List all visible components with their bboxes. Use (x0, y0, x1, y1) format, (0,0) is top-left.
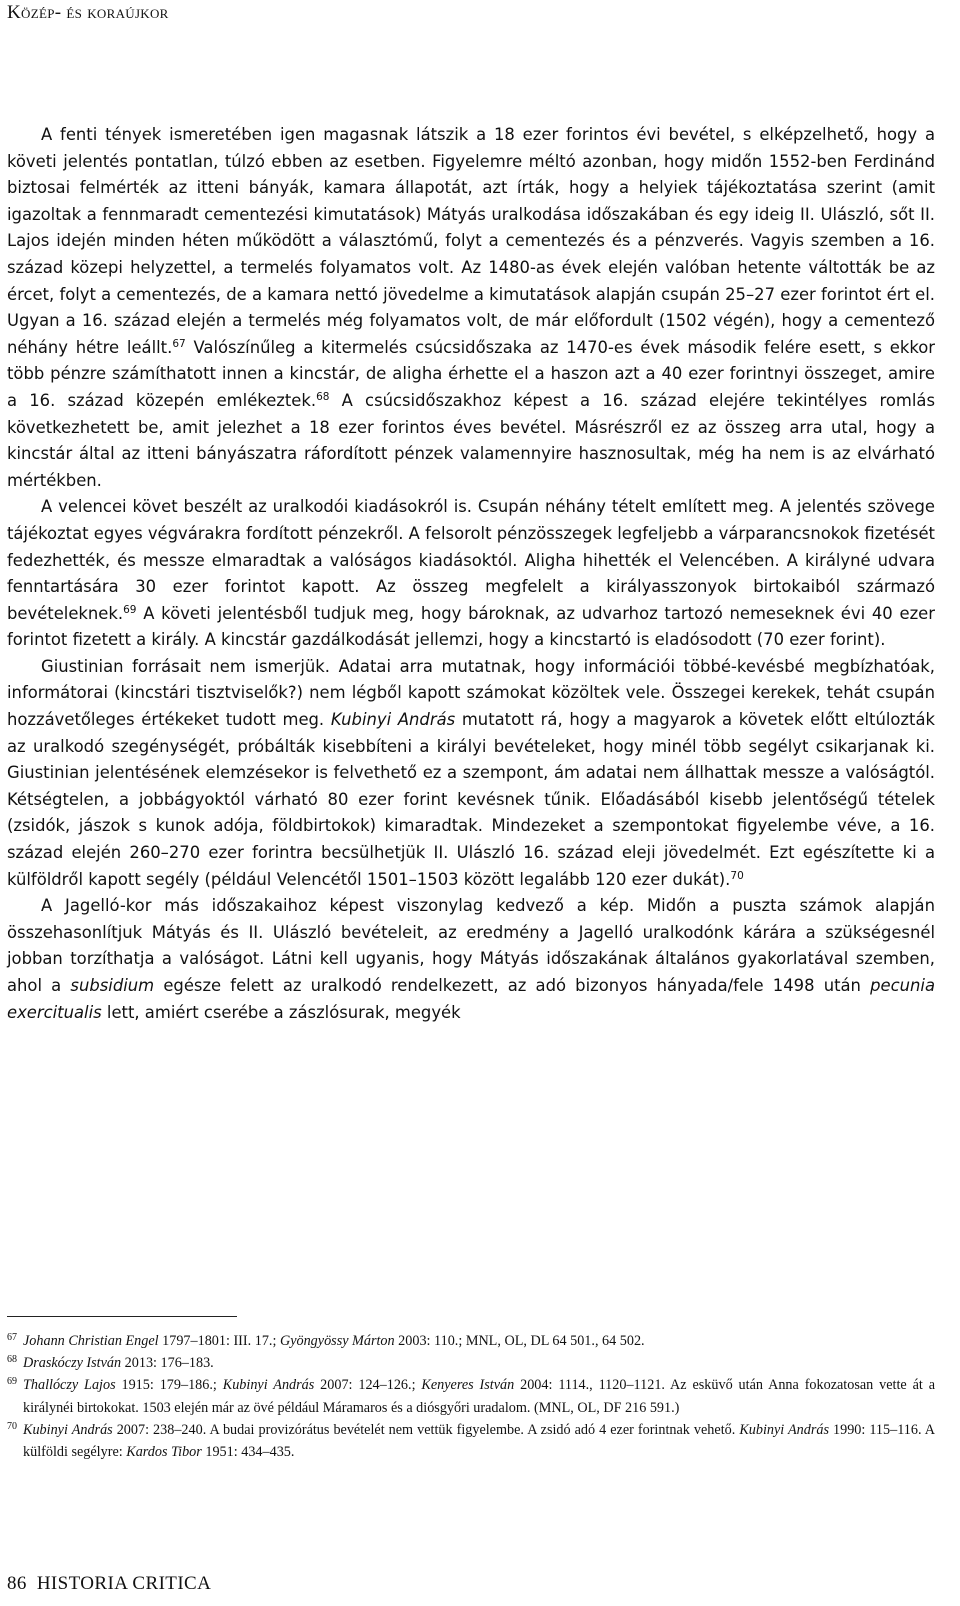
paragraph (7, 654, 935, 893)
page-number: 86 (7, 1573, 27, 1594)
paragraph (7, 494, 935, 654)
footnote-ref: 67 (172, 337, 186, 350)
footnote-ref: 68 (316, 390, 330, 403)
footnote-ref: 70 (730, 869, 744, 882)
footnote-number: 69 (7, 1376, 17, 1388)
paragraph (7, 893, 935, 1026)
italic-run: Draskóczy István (23, 1355, 122, 1372)
italic-run: subsidium (70, 976, 155, 995)
footnote-number: 70 (7, 1420, 17, 1432)
text-run: 2004: 1114., 1120–1121. Az esküvő után Anna fokozatosan vette át a királynéi birtokokat. 1503 elején már az övé például Máramaros és a diósgyőri uradalom. (MNL, OL, DF 216 591.) (23, 1377, 936, 1416)
footnote-ref: 69 (123, 603, 137, 616)
footnote-divider (7, 1316, 237, 1317)
text-run: lett, amiért cserébe a zászlósurak, megyék (101, 1002, 461, 1022)
text-run: 1951: 434–435. (201, 1444, 295, 1461)
text-run: 1915: 179–186.; (115, 1377, 223, 1394)
italic-run: Gyöngyössy Márton (279, 1333, 395, 1349)
italic-run: Johann Christian Engel (23, 1333, 159, 1349)
italic-run: Kenyeres István (421, 1377, 515, 1394)
footnote-69 (7, 1374, 935, 1418)
text-run: 2007: 124–126.; (314, 1377, 422, 1394)
text-run: 2007: 238–240. A budai provizórátus bevételét nem vettük figyelembe. A zsidó adó 4 ezer forintnak vehető. (112, 1421, 740, 1438)
running-head: Közép- és koraújkor (7, 2, 169, 23)
footnote-67 (7, 1330, 935, 1352)
footnote-number: 68 (7, 1354, 17, 1366)
footnotes (7, 1330, 935, 1463)
text-run: mutatott rá, hogy a magyarok a követek előtt eltúlozták az uralkodó szegénységét, próbálták kisebbíteni a királyi bevételeket, hogy minél több segélyt csikarjanak ki. Giustinian jelentésének elemzésekor is felvethető ez a szempont, ám adatai nem állhattak messze a valóságtól. Kétségtelen, a jobbágyoktól várható 80 ezer forint kevésnek tűnik. Előadásából kisebb jelentőségű tételek (zsidók, jászok s kunok adója, földbirtokok) kimaradtak. Mindezeket a szempontokat figyelembe véve, a 16. század elején 260–270 ezer forintra becsülhetjük II. Ulászló 16. század eleji jövedelmét. Ezt egészítette ki a külföldről kapott segély (például Velencétől 1501–1503 között legalább 120 ezer dukát). (7, 710, 935, 889)
italic-run: Kubinyi András (23, 1421, 113, 1438)
journal-title: HISTORIA CRITICA (36, 1573, 212, 1594)
text-run: egésze felett az uralkodó rendelkezett, az adó bizonyos hányada/fele 1498 után (154, 976, 871, 995)
text-run: A Jagelló-kor más időszakaihoz képest viszonylag kedvező a kép. Midőn a puszta számok alapján összehasonlítjuk Mátyás és II. Ulászló bevételeit, az eredmény a Jagelló uralkodónk kárára a szükségesnél jobban torzíthatja a valóságot. Látni kell ugyanis, hogy Mátyás időszakának általános gyakorlatával szemben, ahol a (7, 896, 935, 995)
page-footer (7, 1573, 211, 1595)
text-run: Valószínűleg a kitermelés csúcsidőszaka az 1470-es évek második felére esett, s ekkor több pénzre számíthatott innen a kincstár, de aligha érhette el a haszon azt a 40 ezer forintnyi összeget, amire a 16. század közepén emlékeztek. (7, 337, 936, 410)
text-run: A csúcsidőszakhoz képest a 16. század elejére tekintélyes romlás következhetett be, amit jelezhet a 18 ezer forintos éves bevétel. Másrészről ez az összeg arra utal, hogy a kincstár által az itteni bányászatra ráfordított pénzek valamennyire hasznosultak, még ha nem is az elvárható mértékben. (7, 390, 935, 490)
text-run: 2003: 110.; MNL, OL, DL 64 501., 64 502. (394, 1333, 645, 1349)
text-run: A követi jelentésből tudjuk meg, hogy bároknak, az udvarhoz tartozó nemeseknek évi 40 ezer forintot fizetett a király. A kincstár gazdálkodását jellemzi, hogy a kincstartó is eladósodott (70 ezer forint). (7, 603, 935, 650)
italic-run: Thallóczy Lajos (23, 1377, 116, 1394)
text-run: 1797–1801: III. 17.; (158, 1333, 280, 1349)
italic-run: Kubinyi András (739, 1421, 829, 1438)
main-text (7, 122, 935, 1026)
paragraph (7, 122, 935, 494)
italic-run: Kubinyi András (330, 710, 456, 730)
text-run: 2013: 176–183. (121, 1355, 214, 1372)
footnote-number: 67 (7, 1332, 17, 1343)
text-run: A fenti tények ismeretében igen magasnak látszik a 18 ezer forintos évi bevétel, s elképzelhető, hogy a követi jelentés pontatlan, túlzó ebben az esetben. Figyelemre méltó azonban, hogy midőn 1552-ben Ferdinánd biztosai felmérték az itteni bányák, kamara állapotát, azt írták, hogy a helyiek tájékoztatása szerint (amit igazoltak a fennmaradt cementezési kimutatások) Mátyás uralkodása időszakában és egy ideig II. Ulászló, sőt II. Lajos idején minden héten működött a választómű, folyt a cementezés és a pénzverés. Vagyis szemben a 16. század közepi helyzettel, a termelés folyamatos volt. Az 1480-as évek elején valóban hetente váltották be az ércet, folyt a cementezés, de a kamara nettó jövedelme a kimutatások alapján csupán 25–27 ezer forintot ért el. Ugyan a 16. század elején a termelés még folyamatos volt, de már előfordult (1502 végén), hogy a cementező néhány hétre leállt. (7, 125, 935, 357)
italic-run: Kubinyi András (222, 1377, 315, 1394)
footnote-70 (7, 1419, 935, 1463)
text-run: 1990: 115–116. A külföldi segélyre: (23, 1421, 935, 1461)
text-run: A velencei követ beszélt az uralkodói kiadásokról is. Csupán néhány tételt említett meg. A jelentés szövege tájékoztat egyes végvárakra fordított pénzekről. A felsorolt pénzösszegek legfeljebb a várparancsnokok fizetését fedezhették, és messze elmaradtak a valóságos kiadásoktól. Aligha hihették el Velencében. A királyné udvara fenntartására 30 ezer forintot kapott. Az összeg megfelelt a királyasszonyok birtokaiból származó bevételeknek. (7, 497, 935, 623)
footnote-68 (7, 1352, 935, 1374)
text-run: Giustinian forrásait nem ismerjük. Adatai arra mutatnak, hogy információi többé-kevésbé megbízhatóak, informátorai (kincstári tisztviselők?) nem légből kapott számokat közöltek vele. Összegei kerekek, tehát csupán hozzávetőleges értékeket tudott meg. (7, 656, 935, 730)
italic-run: Kardos Tibor (126, 1444, 202, 1461)
italic-run: pecunia exercitualis (7, 976, 935, 1022)
